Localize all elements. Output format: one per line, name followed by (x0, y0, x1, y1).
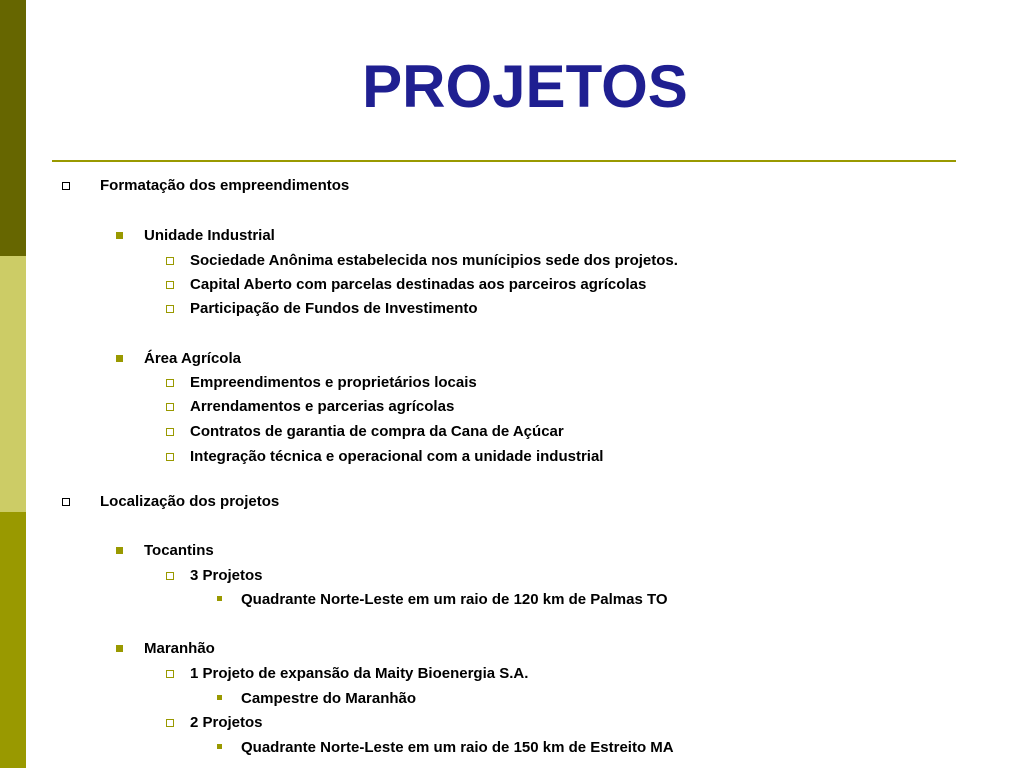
small-square-bullet-icon (217, 744, 222, 749)
outline-item-text: 1 Projeto de expansão da Maity Bioenergia S.A. (190, 665, 529, 682)
outline-item-text: Quadrante Norte-Leste em um raio de 150 km de Estreito MA (241, 739, 674, 756)
hollow-square-bullet-icon (166, 719, 174, 727)
filled-square-bullet-icon (116, 232, 123, 239)
hollow-square-bullet-icon (62, 182, 70, 190)
outline-item-text: Formatação dos empreendimentos (100, 177, 350, 194)
filled-square-bullet-icon (116, 645, 123, 652)
outline-item-text: Empreendimentos e proprietários locais (190, 374, 477, 391)
filled-square-bullet-icon (116, 355, 123, 362)
outline-item-text: Integração técnica e operacional com a unidade industrial (190, 448, 604, 465)
filled-square-bullet-icon (116, 547, 123, 554)
hollow-square-bullet-icon (166, 453, 174, 461)
outline-item-text: Participação de Fundos de Investimento (190, 300, 478, 317)
outline-item-text: Contratos de garantia de compra da Cana de Açúcar (190, 423, 564, 440)
hollow-square-bullet-icon (62, 498, 70, 506)
outline-item-text: Campestre do Maranhão (241, 690, 417, 707)
outline-item-text: 2 Projetos (190, 714, 263, 731)
outline-item-text: Tocantins (144, 542, 214, 559)
hollow-square-bullet-icon (166, 670, 174, 678)
hollow-square-bullet-icon (166, 257, 174, 265)
outline-item-text: Arrendamentos e parcerias agrícolas (190, 398, 455, 415)
outline-item-text: Localização dos projetos (100, 493, 280, 510)
hollow-square-bullet-icon (166, 281, 174, 289)
outline-item-text: Unidade Industrial (144, 227, 275, 244)
outline-item-text: Sociedade Anônima estabelecida nos munícipios sede dos projetos. (190, 252, 678, 269)
outline-item-text: 3 Projetos (190, 567, 263, 584)
hollow-square-bullet-icon (166, 403, 174, 411)
outline-item-text: Quadrante Norte-Leste em um raio de 120 km de Palmas TO (241, 591, 668, 608)
small-square-bullet-icon (217, 596, 222, 601)
hollow-square-bullet-icon (166, 379, 174, 387)
outline-item-text: Área Agrícola (144, 350, 241, 367)
hollow-square-bullet-icon (166, 572, 174, 580)
hollow-square-bullet-icon (166, 305, 174, 313)
small-square-bullet-icon (217, 695, 222, 700)
outline-item-text: Maranhão (144, 640, 215, 657)
slide-title: PROJETOS (362, 53, 688, 120)
outline-item-text: Capital Aberto com parcelas destinadas aos parceiros agrícolas (190, 276, 647, 293)
hollow-square-bullet-icon (166, 428, 174, 436)
